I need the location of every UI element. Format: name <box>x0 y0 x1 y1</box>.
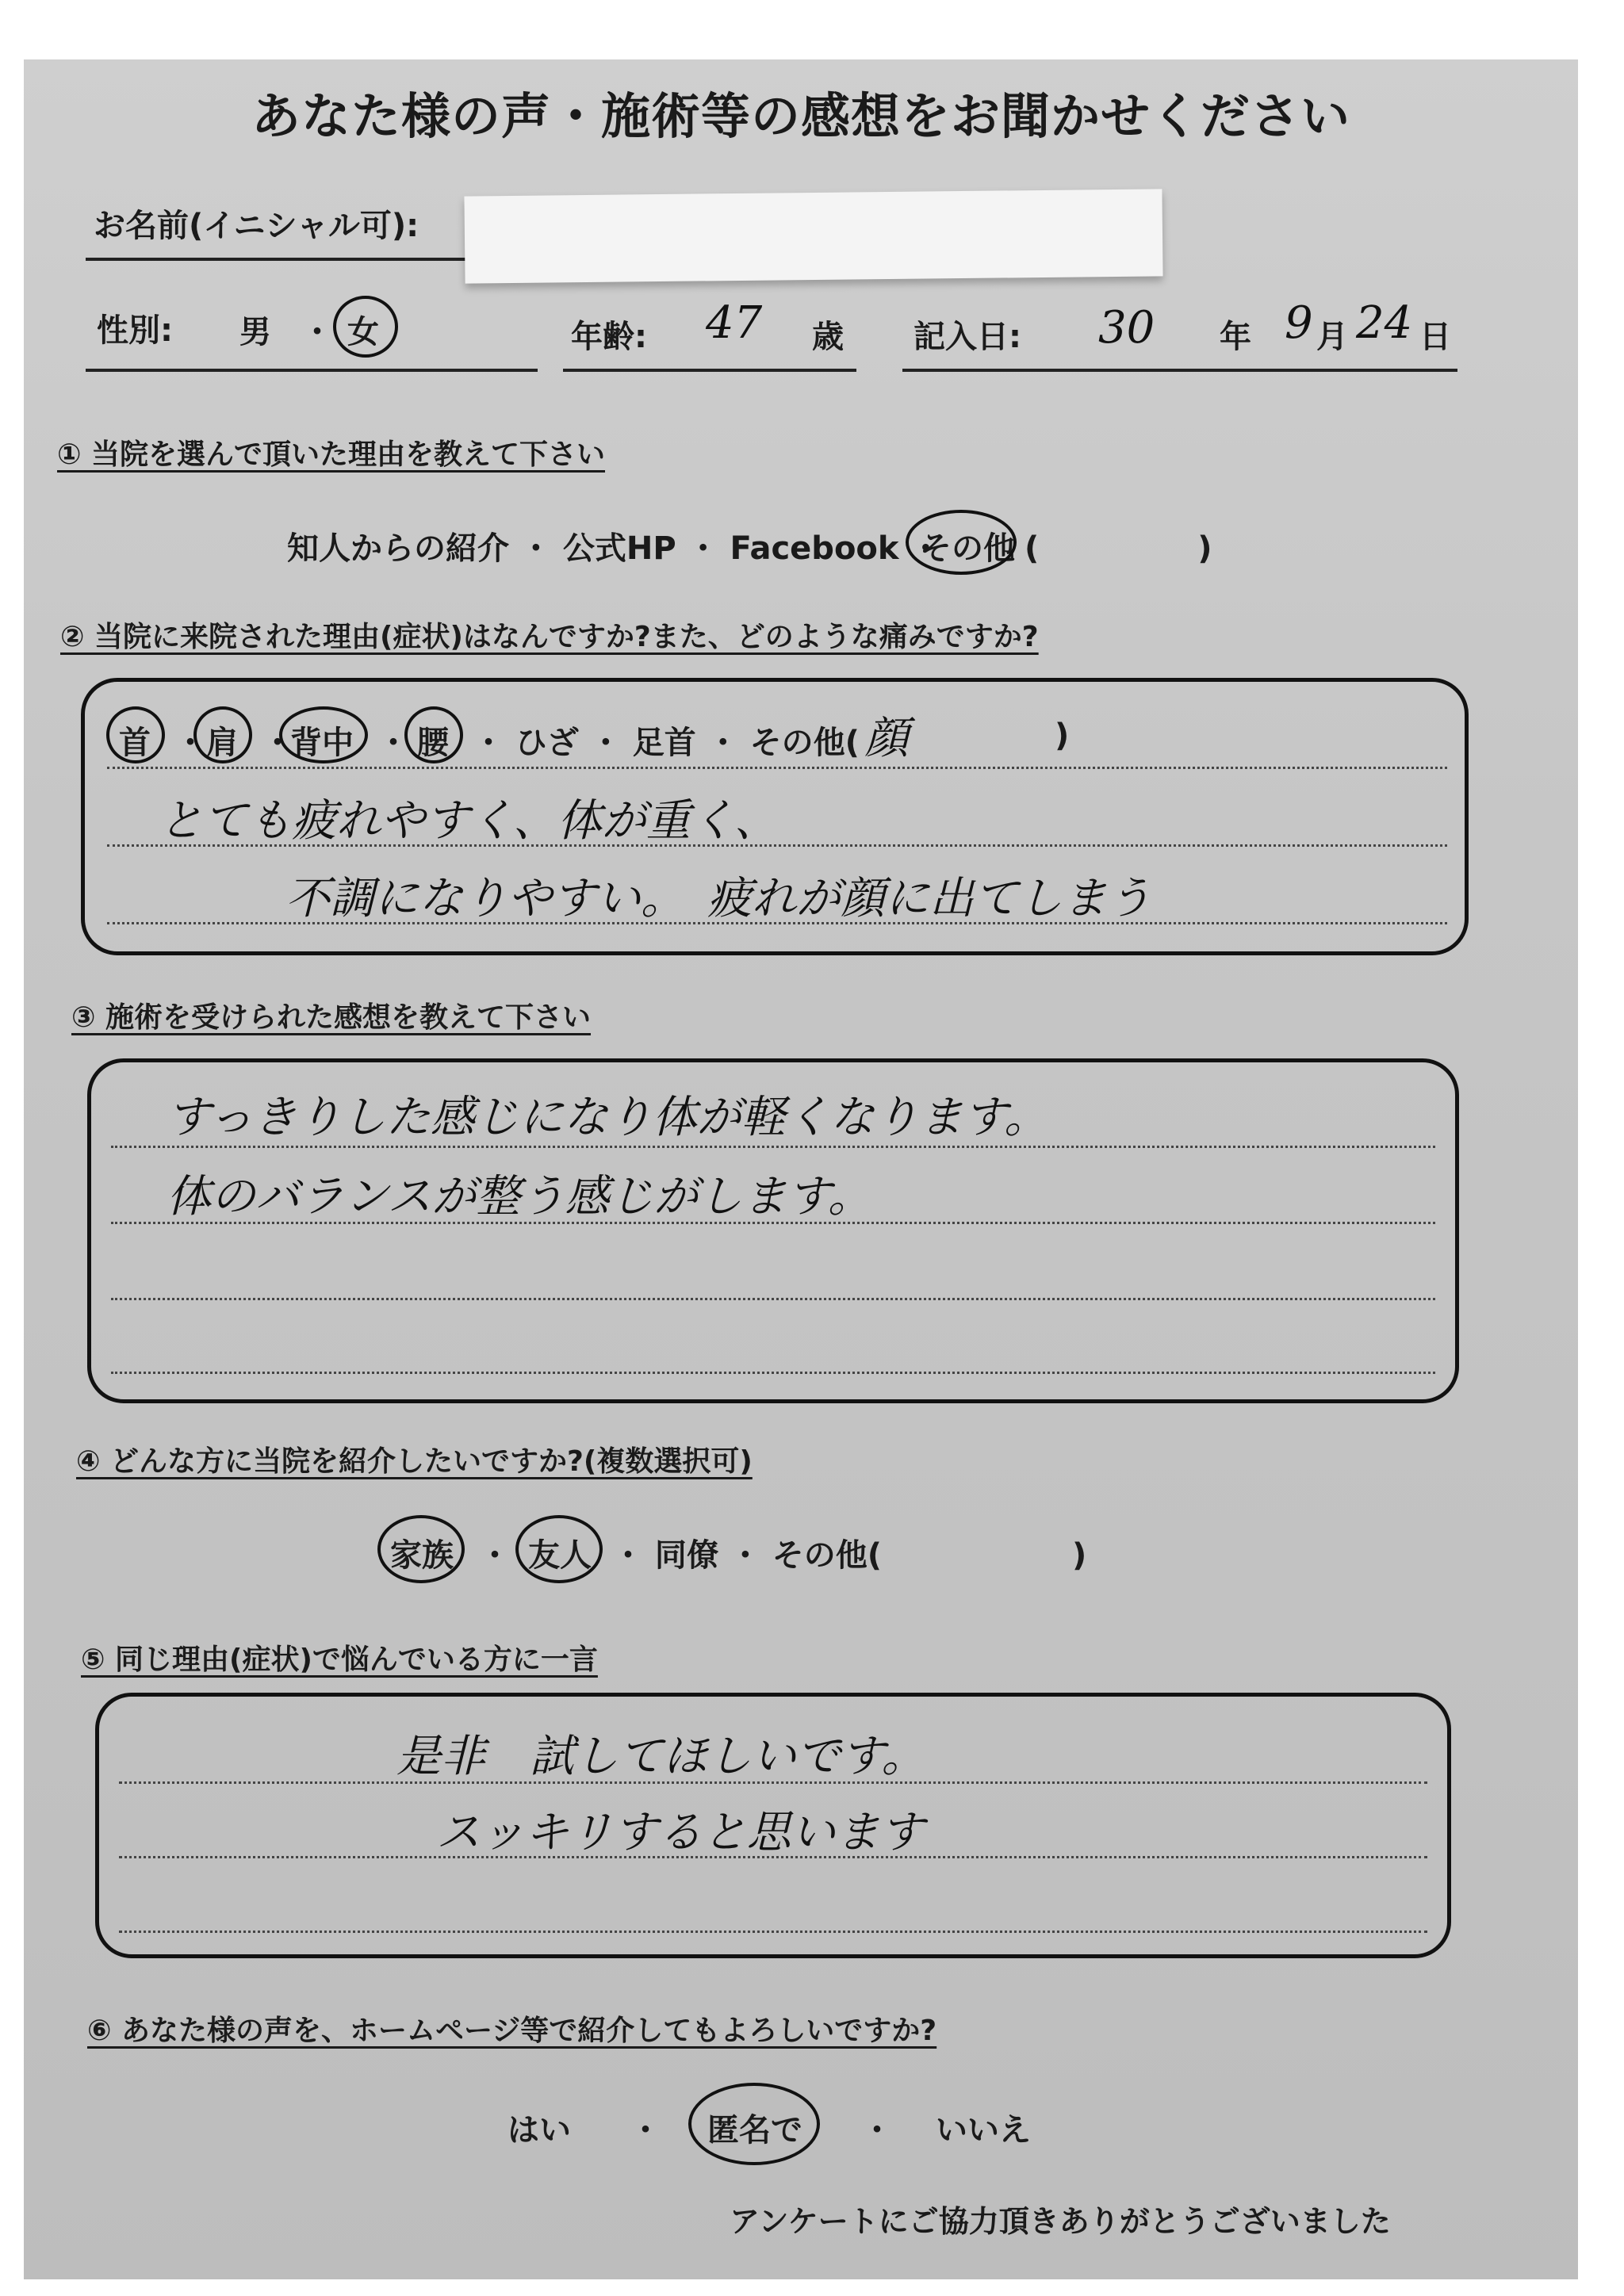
gender-male: 男 <box>239 314 271 350</box>
age-label: 年齢: <box>571 319 647 355</box>
q4-opt-rest: ・ 同僚 ・ その他( ) <box>612 1537 1087 1574</box>
q6-opt-yes: はい <box>508 2112 571 2149</box>
q3-answer-line2: 体のバランスが整う感じがします。 <box>167 1171 872 1223</box>
q3-heading: ③ 施術を受けられた感想を教えて下さい <box>71 1001 592 1034</box>
gender-separator: ・ <box>301 314 333 350</box>
q4-family-circle <box>377 1515 465 1583</box>
date-label: 記入日: <box>914 319 1021 355</box>
q5-answer-line2: スッキリすると思います <box>436 1807 925 1858</box>
q6-heading: ⑥ あなた様の声を、ホームページ等で紹介してもよろしいですか? <box>87 2015 937 2047</box>
age-underline <box>563 369 856 372</box>
q2-neck-circle <box>106 706 165 763</box>
date-year: 30 <box>1098 302 1155 354</box>
q2-heading: ② 当院に来院された理由(症状)はなんですか?また、どのような痛みですか? <box>60 621 1039 653</box>
q3-ruled-line <box>111 1372 1435 1374</box>
q1-options: 知人からの紹介 ・ 公式HP ・ Facebook ・ <box>287 530 942 567</box>
q4-sep: ・ <box>479 1537 511 1574</box>
q2-opt-back: 背中 <box>290 725 354 761</box>
q6-sep: ・ <box>630 2112 661 2149</box>
q2-opt-rest: ・ ひざ ・ 足首 ・ その他( <box>473 725 860 761</box>
q6-sep: ・ <box>861 2112 893 2149</box>
q2-back-circle <box>279 706 368 763</box>
age-unit: 歳 <box>812 319 844 355</box>
age-value: 47 <box>706 297 763 349</box>
footer-thanks: アンケートにご協力頂きありがとうございました <box>730 2204 1391 2239</box>
q2-answer-line2: 不調になりやすい。 疲れが顔に出てしまう <box>285 873 1151 924</box>
q5-ruled-line <box>119 1931 1427 1933</box>
date-month: 9 <box>1285 297 1313 349</box>
q4-friend-circle <box>515 1515 603 1583</box>
q2-opt-neck: 首 <box>119 725 151 761</box>
page-title: あなた様の声・施術等の感想をお聞かせください <box>251 87 1350 145</box>
q5-answer-line1: 是非 試してほしいです。 <box>396 1731 926 1782</box>
q2-shoulder-circle <box>193 706 252 763</box>
q4-heading: ④ どんな方に当院を紹介したいですか?(複数選択可) <box>76 1445 753 1478</box>
year-unit: 年 <box>1220 319 1251 355</box>
q1-other-circle <box>906 510 1017 575</box>
q6-anonymous-circle <box>688 2083 820 2165</box>
q3-ruled-line <box>111 1298 1435 1300</box>
q2-ruled-line <box>107 767 1447 769</box>
q2-opt-waist: 腰 <box>417 725 449 761</box>
gender-female-circle <box>333 296 398 358</box>
date-underline <box>902 369 1457 372</box>
q6-opt-anonymous: 匿名で <box>707 2112 802 2149</box>
gender-underline <box>86 369 538 372</box>
q1-other-paren: ( ) <box>1025 530 1212 567</box>
q2-answer-line1: とても疲れやすく、体が重く、 <box>159 795 779 847</box>
q1-other-label: その他 <box>920 530 1015 567</box>
q3-answer-line1: すっきりした感じになり体が軽くなります。 <box>167 1092 1049 1143</box>
q5-heading: ⑤ 同じ理由(症状)で悩んでいる方に一言 <box>81 1644 598 1676</box>
redaction-sticker <box>464 189 1162 283</box>
month-unit: 月 <box>1316 319 1348 355</box>
q2-sep: ・ <box>377 725 409 761</box>
name-label: お名前(イニシャル可): <box>94 208 419 244</box>
date-day: 24 <box>1356 297 1413 349</box>
q2-waist-circle <box>404 706 463 763</box>
q2-sep: ・ <box>262 725 293 761</box>
day-unit: 日 <box>1419 319 1451 355</box>
q2-opt-shoulder: 肩 <box>206 725 238 761</box>
q4-opt-friend: 友人 <box>528 1537 592 1574</box>
q3-ruled-line <box>111 1146 1435 1148</box>
q2-other-value: 顔 <box>864 713 909 764</box>
q2-sep: ・ <box>174 725 206 761</box>
q4-opt-family: 家族 <box>390 1537 454 1574</box>
gender-female: 女 <box>347 314 379 350</box>
q6-opt-no: いいえ <box>936 2112 1031 2149</box>
q1-heading: ① 当院を選んで頂いた理由を教えて下さい <box>57 438 606 471</box>
q2-close-paren: ) <box>1055 718 1070 754</box>
survey-sheet <box>24 59 1578 2279</box>
gender-label: 性別: <box>97 312 173 349</box>
